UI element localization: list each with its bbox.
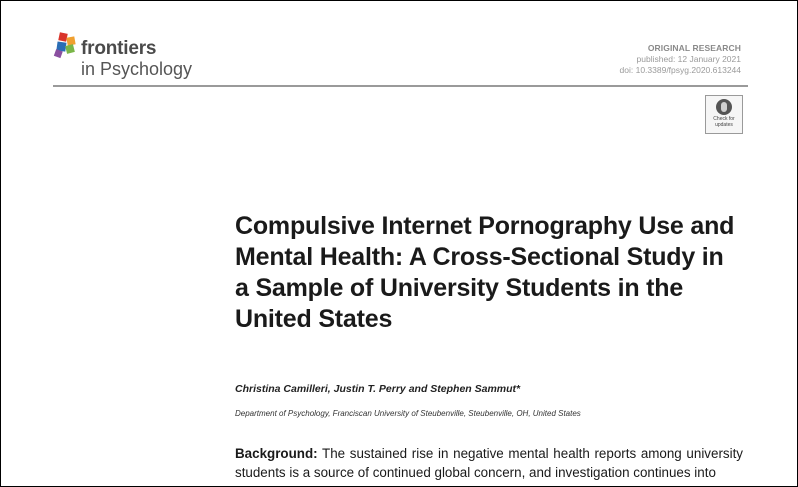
journal-logo[interactable] <box>53 31 223 81</box>
abstract-section-label: Background: <box>235 446 318 461</box>
frontiers-logo-icon <box>53 31 79 59</box>
abstract-text: The sustained rise in negative mental health reports among university students is a source of continued global concern, and investigation continues into <box>235 446 743 480</box>
author-list: Christina Camilleri, Justin T. Perry and Stephen Sammut* <box>235 383 521 395</box>
article-title: Compulsive Internet Pornography Use and Mental Health: A Cross-Sectional Study in a Sample of University Students in the United States <box>235 212 735 333</box>
article-meta <box>620 43 741 76</box>
publish-date: published: 12 January 2021 <box>636 54 741 64</box>
check-for-updates-badge[interactable] <box>705 95 743 134</box>
abstract-paragraph <box>235 444 743 482</box>
bookmark-icon <box>716 99 732 115</box>
badge-label-1: Check for <box>713 116 735 122</box>
doi-link[interactable]: doi: 10.3389/fpsyg.2020.613244 <box>619 65 741 75</box>
author-affiliation: Department of Psychology, Franciscan University of Steubenville, Steubenville, OH, United States <box>235 409 581 418</box>
header-divider <box>53 85 748 87</box>
badge-label-2: updates <box>715 122 733 128</box>
logo-word-frontiers: frontiers <box>81 38 157 59</box>
logo-word-journal: in Psychology <box>81 59 193 79</box>
article-type: ORIGINAL RESEARCH <box>647 43 741 53</box>
